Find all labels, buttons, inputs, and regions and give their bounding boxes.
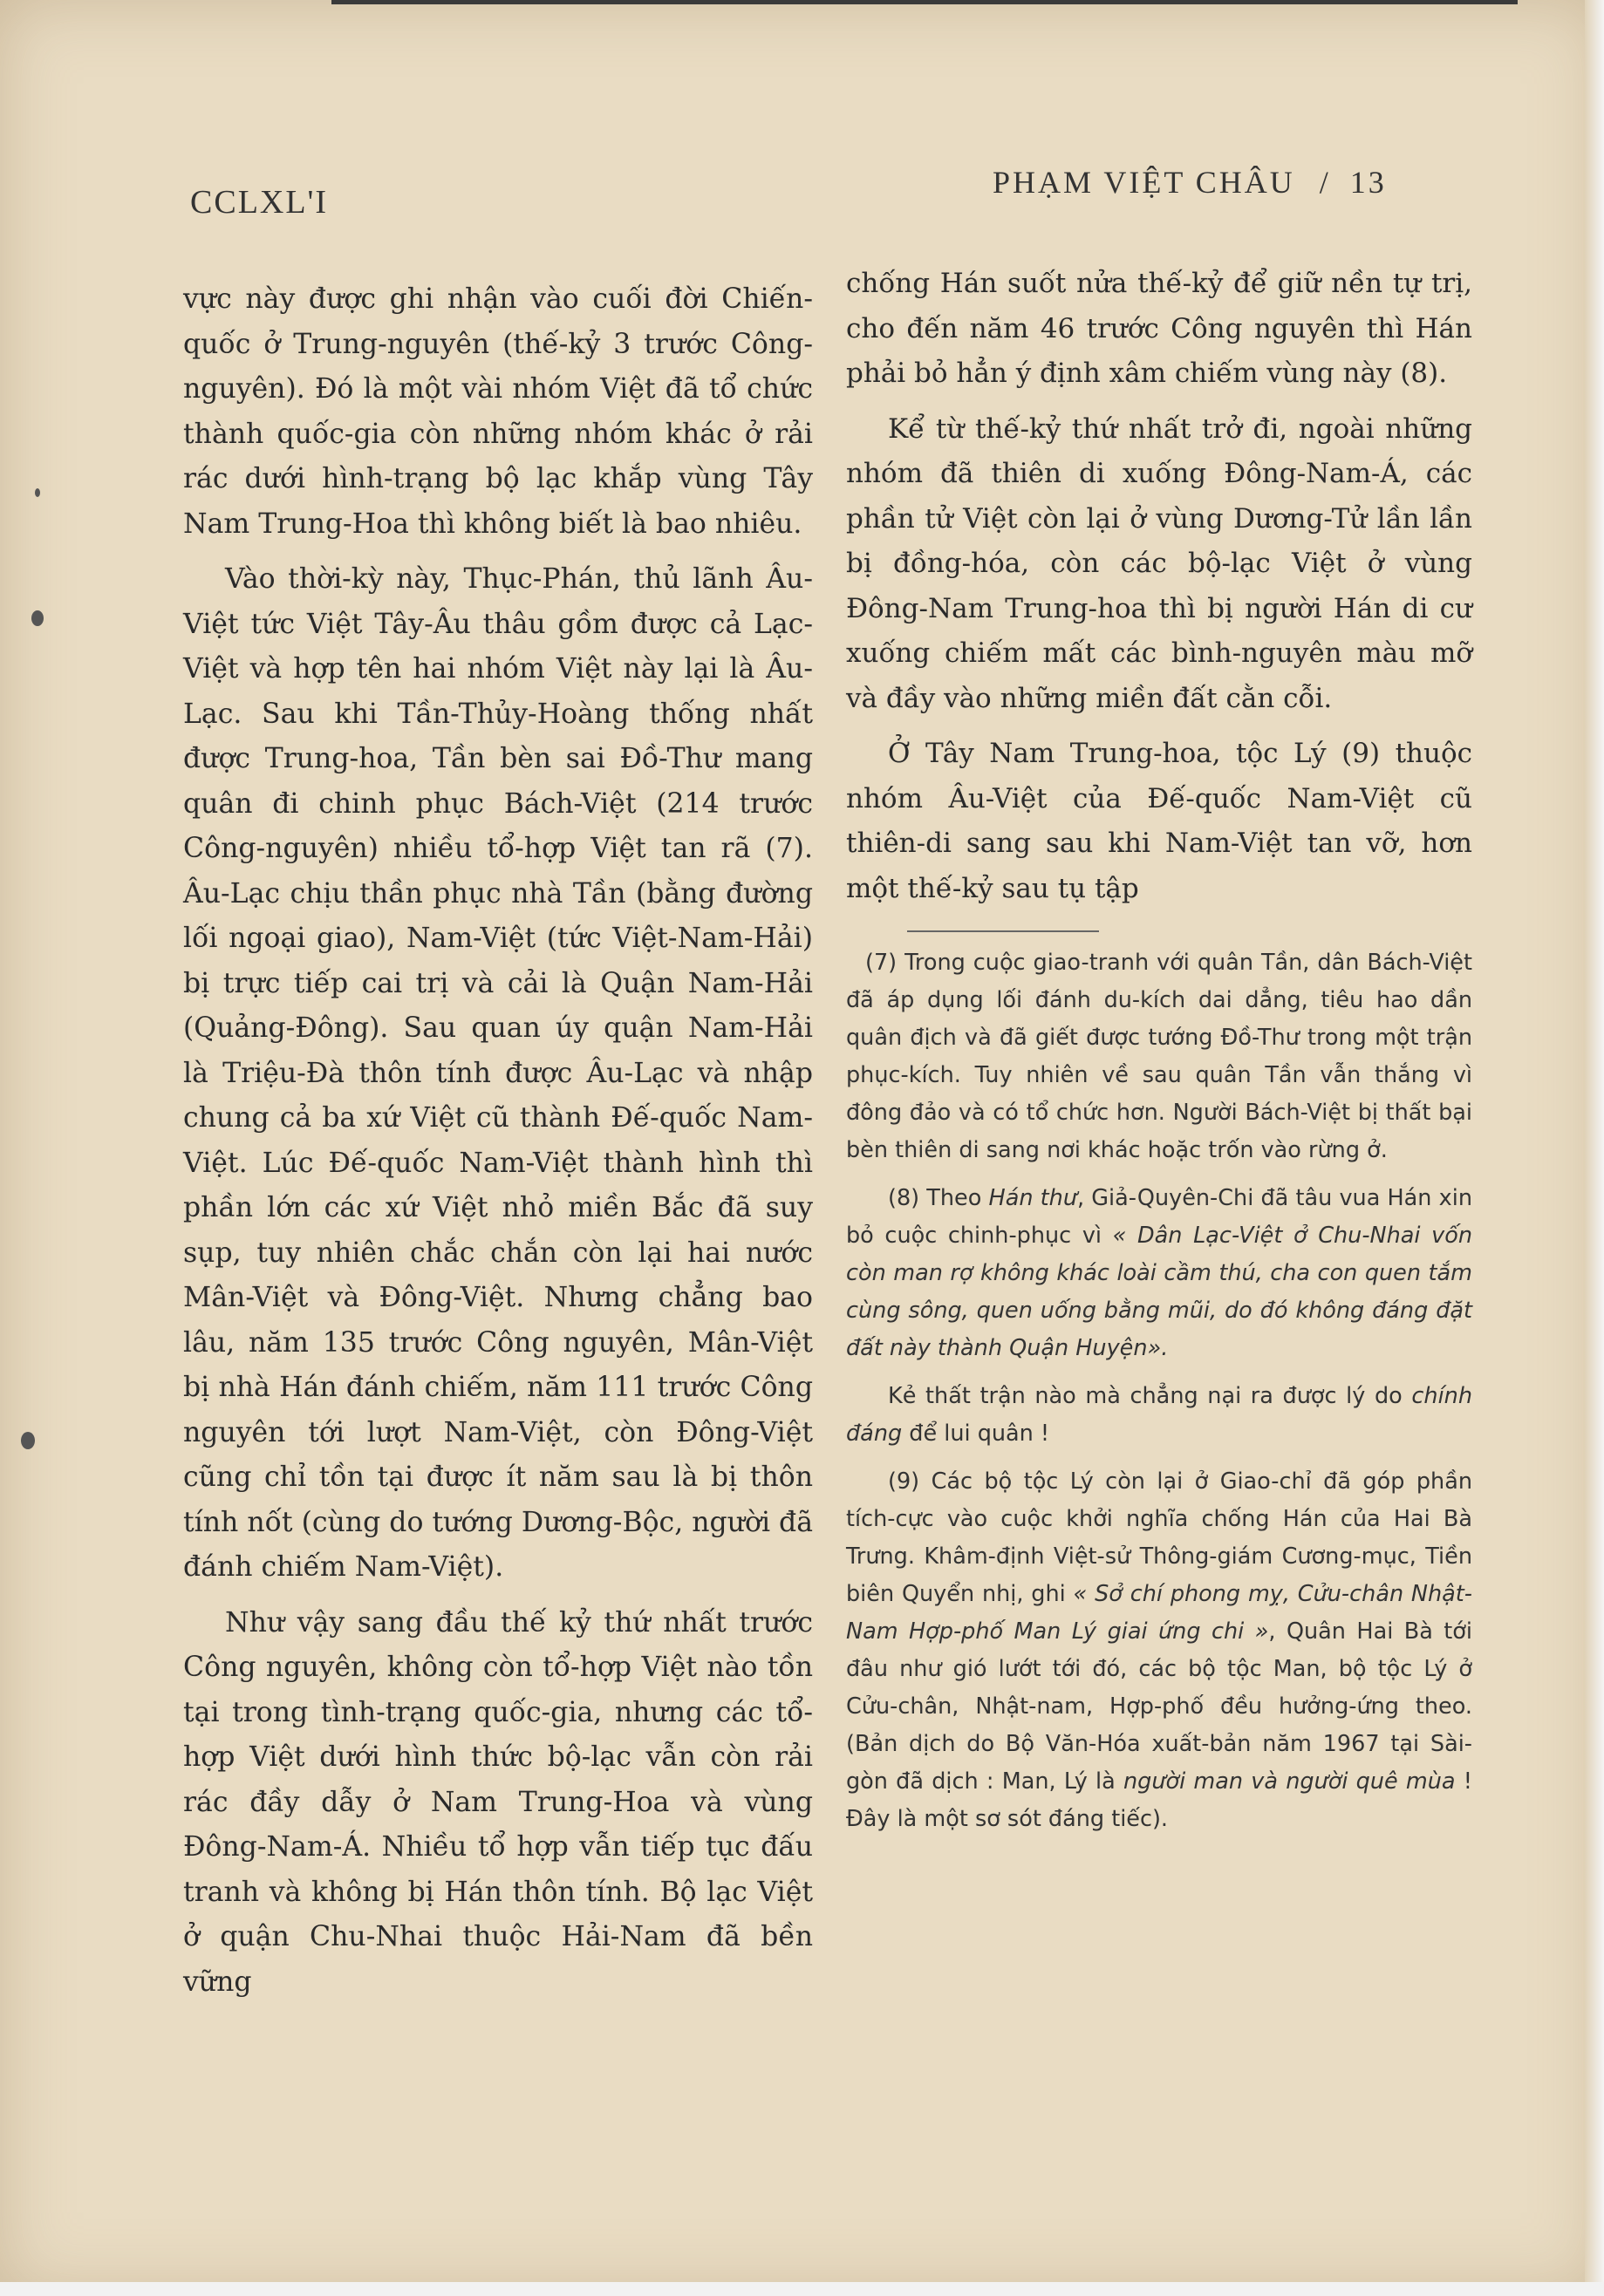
header-separator: / xyxy=(1319,165,1331,200)
book-author-title: PHẠM VIỆT CHÂU xyxy=(993,165,1295,200)
quotation: « Dân Lạc-Việt ở Chu-Nhai vốn còn man rợ không khác loài cầm thú, cha con quen tắm cùng sông, quen uống bằng mũi, do đó không đáng đặt đất này thành Quận Huyện». xyxy=(846,1223,1472,1361)
footnote-text: Kẻ thất trận nào mà chẳng nại ra được lý do xyxy=(888,1383,1412,1409)
emphasis: chính đáng xyxy=(846,1383,1472,1447)
page-number: 13 xyxy=(1349,165,1387,200)
footnote-text: (8) Theo xyxy=(888,1185,989,1211)
footnote-text: ! Đây là một sơ sót đáng tiếc). xyxy=(846,1768,1472,1832)
left-column xyxy=(183,277,813,2005)
running-header-right xyxy=(993,164,1387,201)
paragraph: vực này được ghi nhận vào cuối đời Chiến-quốc ở Trung-nguyên (thế-kỷ 3 trước Công-nguyên). Đó là một vài nhóm Việt đã tổ chức thành quốc-gia còn những nhóm khác ở rải rác dưới hình-trạng bộ lạc khắp vùng Tây Nam Trung-Hoa thì không biết là bao nhiêu. xyxy=(183,283,813,540)
book-title: Hán thư xyxy=(988,1185,1077,1211)
footnote-text: , Giả-Quyên-Chi đã tâu vua Hán xin bỏ cuộc chinh-phục vì xyxy=(846,1185,1472,1249)
page-bottom-edge xyxy=(0,2282,1604,2296)
ink-blot xyxy=(35,488,40,497)
paragraph: Như vậy sang đầu thế kỷ thứ nhất trước Công nguyên, không còn tổ-hợp Việt nào tồn tại trong tình-trạng quốc-gia, nhưng các tổ-hợp Việt dưới hình thức bộ-lạc vẫn còn rải rác đầy dẫy ở Nam Trung-Hoa và vùng Đông-Nam-Á. Nhiều tổ hợp vẫn tiếp tục đấu tranh và không bị Hán thôn tính. Bộ lạc Việt ở quận Chu-Nhai thuộc Hải-Nam đã bền vững xyxy=(183,1606,813,1998)
footnote-7: (7) Trong cuộc giao-tranh với quân Tần, dân Bách-Việt đã áp dụng lối đánh du-kích dai dẳng, tiêu hao dần quân địch và đã giết được tướng Đồ-Thư trong một trận phục-kích. Tuy nhiên về sau quân Tần vẫn thắng vì đông đảo và có tổ chức hơn. Người Bách-Việt bị thất bại bèn thiên di sang nơi khác hoặc trốn vào rừng ở. xyxy=(846,950,1472,1163)
ink-blot xyxy=(31,610,44,626)
footnote-divider xyxy=(907,930,1099,932)
footnote-9 xyxy=(846,1463,1472,1838)
running-header-left: CCLXL'I xyxy=(190,184,329,221)
paragraph: Vào thời-kỳ này, Thục-Phán, thủ lãnh Âu-Việt tức Việt Tây-Âu thâu gồm được cả Lạc-Việt và hợp tên hai nhóm Việt này lại là Âu-Lạc. Sau khi Tần-Thủy-Hoàng thống nhất được Trung-hoa, Tần bèn sai Đồ-Thư mang quân đi chinh phục Bách-Việt (214 trước Công-nguyên) nhiều tổ-hợp Việt tan rã (7). Âu-Lạc chịu thần phục nhà Tần (bằng đường lối ngoại giao), Nam-Việt (tức Việt-Nam-Hải) bị trực tiếp cai trị và cải là Quận Nam-Hải (Quảng-Đông). Sau quan úy quận Nam-Hải là Triệu-Đà thôn tính được Âu-Lạc và nhập chung cả ba xứ Việt cũ thành Đế-quốc Nam-Việt. Lúc Đế-quốc Nam-Việt thành hình thì phần lớn các xứ Việt nhỏ miền Bắc đã suy sụp, tuy nhiên chắc chắn còn lại hai nước Mân-Việt và Đông-Việt. Nhưng chẳng bao lâu, năm 135 trước Công nguyên, Mân-Việt bị nhà Hán đánh chiếm, năm 111 trước Công nguyên tới lượt Nam-Việt, còn Đông-Việt cũng chỉ tồn tại được ít năm sau là bị thôn tính nốt (cùng do tướng Dương-Bộc, người đã đánh chiếm Nam-Việt). xyxy=(183,563,813,1583)
quotation: « Sở chí phong mỵ, Cửu-chân Nhật-Nam Hợp-phố Man Lý giai ứng chi » xyxy=(846,1581,1472,1645)
ink-blot xyxy=(21,1432,35,1449)
right-column xyxy=(846,262,1472,1838)
paragraph: chống Hán suốt nửa thế-kỷ để giữ nền tự trị, cho đến năm 46 trước Công nguyên thì Hán phải bỏ hẳn ý định xâm chiếm vùng này (8). xyxy=(846,268,1472,389)
emphasis: người man và người quê mùa xyxy=(1123,1768,1456,1795)
top-edge-line xyxy=(331,0,1518,4)
footnote-8-remark xyxy=(846,1378,1472,1453)
paragraph: Ở Tây Nam Trung-hoa, tộc Lý (9) thuộc nhóm Âu-Việt của Đế-quốc Nam-Việt cũ thiên-di sang sau khi Nam-Việt tan vỡ, hơn một thế-kỷ sau tụ tập xyxy=(846,738,1472,904)
footnote-text: (9) Các bộ tộc Lý còn lại ở Giao-chỉ đã góp phần tích-cực vào cuộc khởi nghĩa chống Hán của Hai Bà Trưng. Khâm-định Việt-sử Thông-giám Cương-mục, Tiền biên Quyển nhị, ghi xyxy=(846,1468,1472,1607)
footnote-8 xyxy=(846,1180,1472,1367)
footnote-text: , Quân Hai Bà tới đâu như gió lướt tới đó, các bộ tộc Man, bộ tộc Lý ở Cửu-chân, Nhật-nam, Hợp-phố đều hưởng-ứng theo. (Bản dịch do Bộ Văn-Hóa xuất-bản năm 1967 tại Sài-gòn đã dịch : Man, Lý là xyxy=(846,1618,1472,1795)
page-right-edge xyxy=(1585,0,1604,2296)
footnote-text: để lui quân ! xyxy=(902,1421,1050,1447)
paragraph: Kể từ thế-kỷ thứ nhất trở đi, ngoài những nhóm đã thiên di xuống Đông-Nam-Á, các phần tử Việt còn lại ở vùng Dương-Tử lần lần bị đồng-hóa, còn các bộ-lạc Việt ở vùng Đông-Nam Trung-hoa thì bị người Hán di cư xuống chiếm mất các bình-nguyên màu mỡ và đầy vào những miền đất cằn cỗi. xyxy=(846,412,1472,714)
